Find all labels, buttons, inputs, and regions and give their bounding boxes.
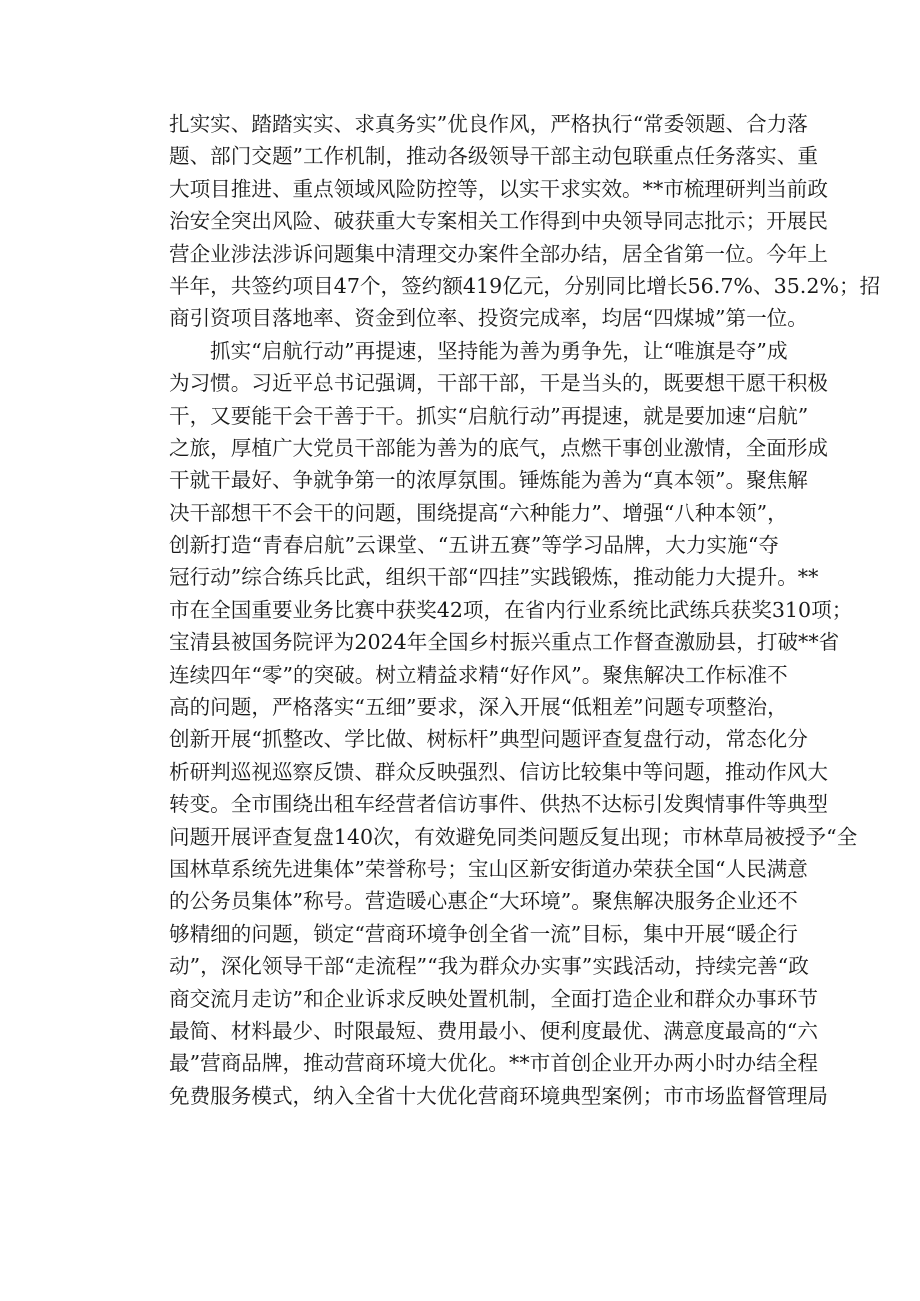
text-line: 市在全国重要业务比赛中获奖42项，在省内行业系统比武练兵获奖310项； [169,597,853,622]
text-line: 商交流月走访”和企业诉求反映处置机制，全面打造企业和群众办事环节 [169,986,818,1011]
text-line: 够精细的问题，锁定“营商环境争创全省一流”目标，集中开展“暖企行 [169,921,798,946]
text-line: 创新打造“青春启航”云课堂、“五讲五赛”等学习品牌，大力实施“夺 [169,533,779,558]
text-line: 创新开展“抓整改、学比做、树标杆”典型问题评查复盘行动，常态化分 [169,727,808,752]
text-line: 问题开展评查复盘140次，有效避免同类问题反复出现；市林草局被授予“全 [169,824,858,849]
text-line: 干就干最好、争就争第一的浓厚氛围。锤炼能为善为“真本领”。聚焦解 [169,468,808,493]
paragraph-first-line: 抓实“启航行动”再提速，坚持能为善为勇争先，让“唯旗是夺”成 [210,338,788,363]
text-line: 最简、材料最少、时限最短、费用最小、便利度最优、满意度最高的“六 [169,1018,818,1043]
text-line: 题、部门交题”工作机制，推动各级领导干部主动包联重点任务落实、重 [169,144,818,169]
text-line: 为习惯。习近平总书记强调，干部干部，干是当头的，既要想干愿干积极 [169,371,828,396]
text-line: 之旅，厚植广大党员干部能为善为的底气，点燃干事创业激情，全面形成 [169,435,828,460]
text-line: 转变。全市围绕出租车经营者信访事件、供热不达标引发舆情事件等典型 [169,792,828,817]
text-line: 国林草系统先进集体”荣誉称号；宝山区新安街道办荣获全国“人民满意 [169,856,808,881]
text-line: 析研判巡视巡察反馈、群众反映强烈、信访比较集中等问题，推动作风大 [169,759,828,784]
text-line: 最”营商品牌，推动营商环境大优化。**市首创企业开办两小时办结全程 [169,1051,818,1076]
document-body [169,108,881,1112]
text-line: 免费服务模式，纳入全省十大优化营商环境典型案例；市市场监督管理局 [169,1083,828,1108]
text-line: 半年，共签约项目47个，签约额419亿元，分别同比增长56.7%、35.2%；招 [169,273,881,298]
text-line: 商引资项目落地率、资金到位率、投资完成率，均居“四煤城”第一位。 [169,306,808,331]
text-line: 决干部想干不会干的问题，围绕提高“六种能力”、增强“八种本领”， [169,500,788,525]
text-line: 营企业涉法涉诉问题集中清理交办案件全部办结，居全省第一位。今年上 [169,241,828,266]
text-line: 动”，深化领导干部“走流程”“我为群众办实事”实践活动，持续完善“政 [169,954,809,979]
text-line: 宝清县被国务院评为2024年全国乡村振兴重点工作督查激励县，打破**省 [169,630,840,655]
text-line: 的公务员集体”称号。营造暖心惠企“大环境”。聚焦解决服务企业还不 [169,889,798,914]
text-line: 高的问题，严格落实“五细”要求，深入开展“低粗差”问题专项整治， [169,695,788,720]
text-line: 干，又要能干会干善于干。抓实“启航行动”再提速，就是要加速“启航” [169,403,809,428]
text-line: 扎实实、踏踏实实、求真务实”优良作风，严格执行“常委领题、合力落 [169,112,808,136]
text-line: 冠行动”综合练兵比武，组织干部“四挂”实践锻炼，推动能力大提升。** [169,565,819,590]
text-line: 大项目推进、重点领域风险防控等，以实干求实效。**市梳理研判当前政 [169,176,828,201]
text-line: 治安全突出风险、破获重大专案相关工作得到中央领导同志批示；开展民 [169,209,828,234]
text-line: 连续四年“零”的突破。树立精益求精“好作风”。聚焦解决工作标准不 [169,662,788,687]
